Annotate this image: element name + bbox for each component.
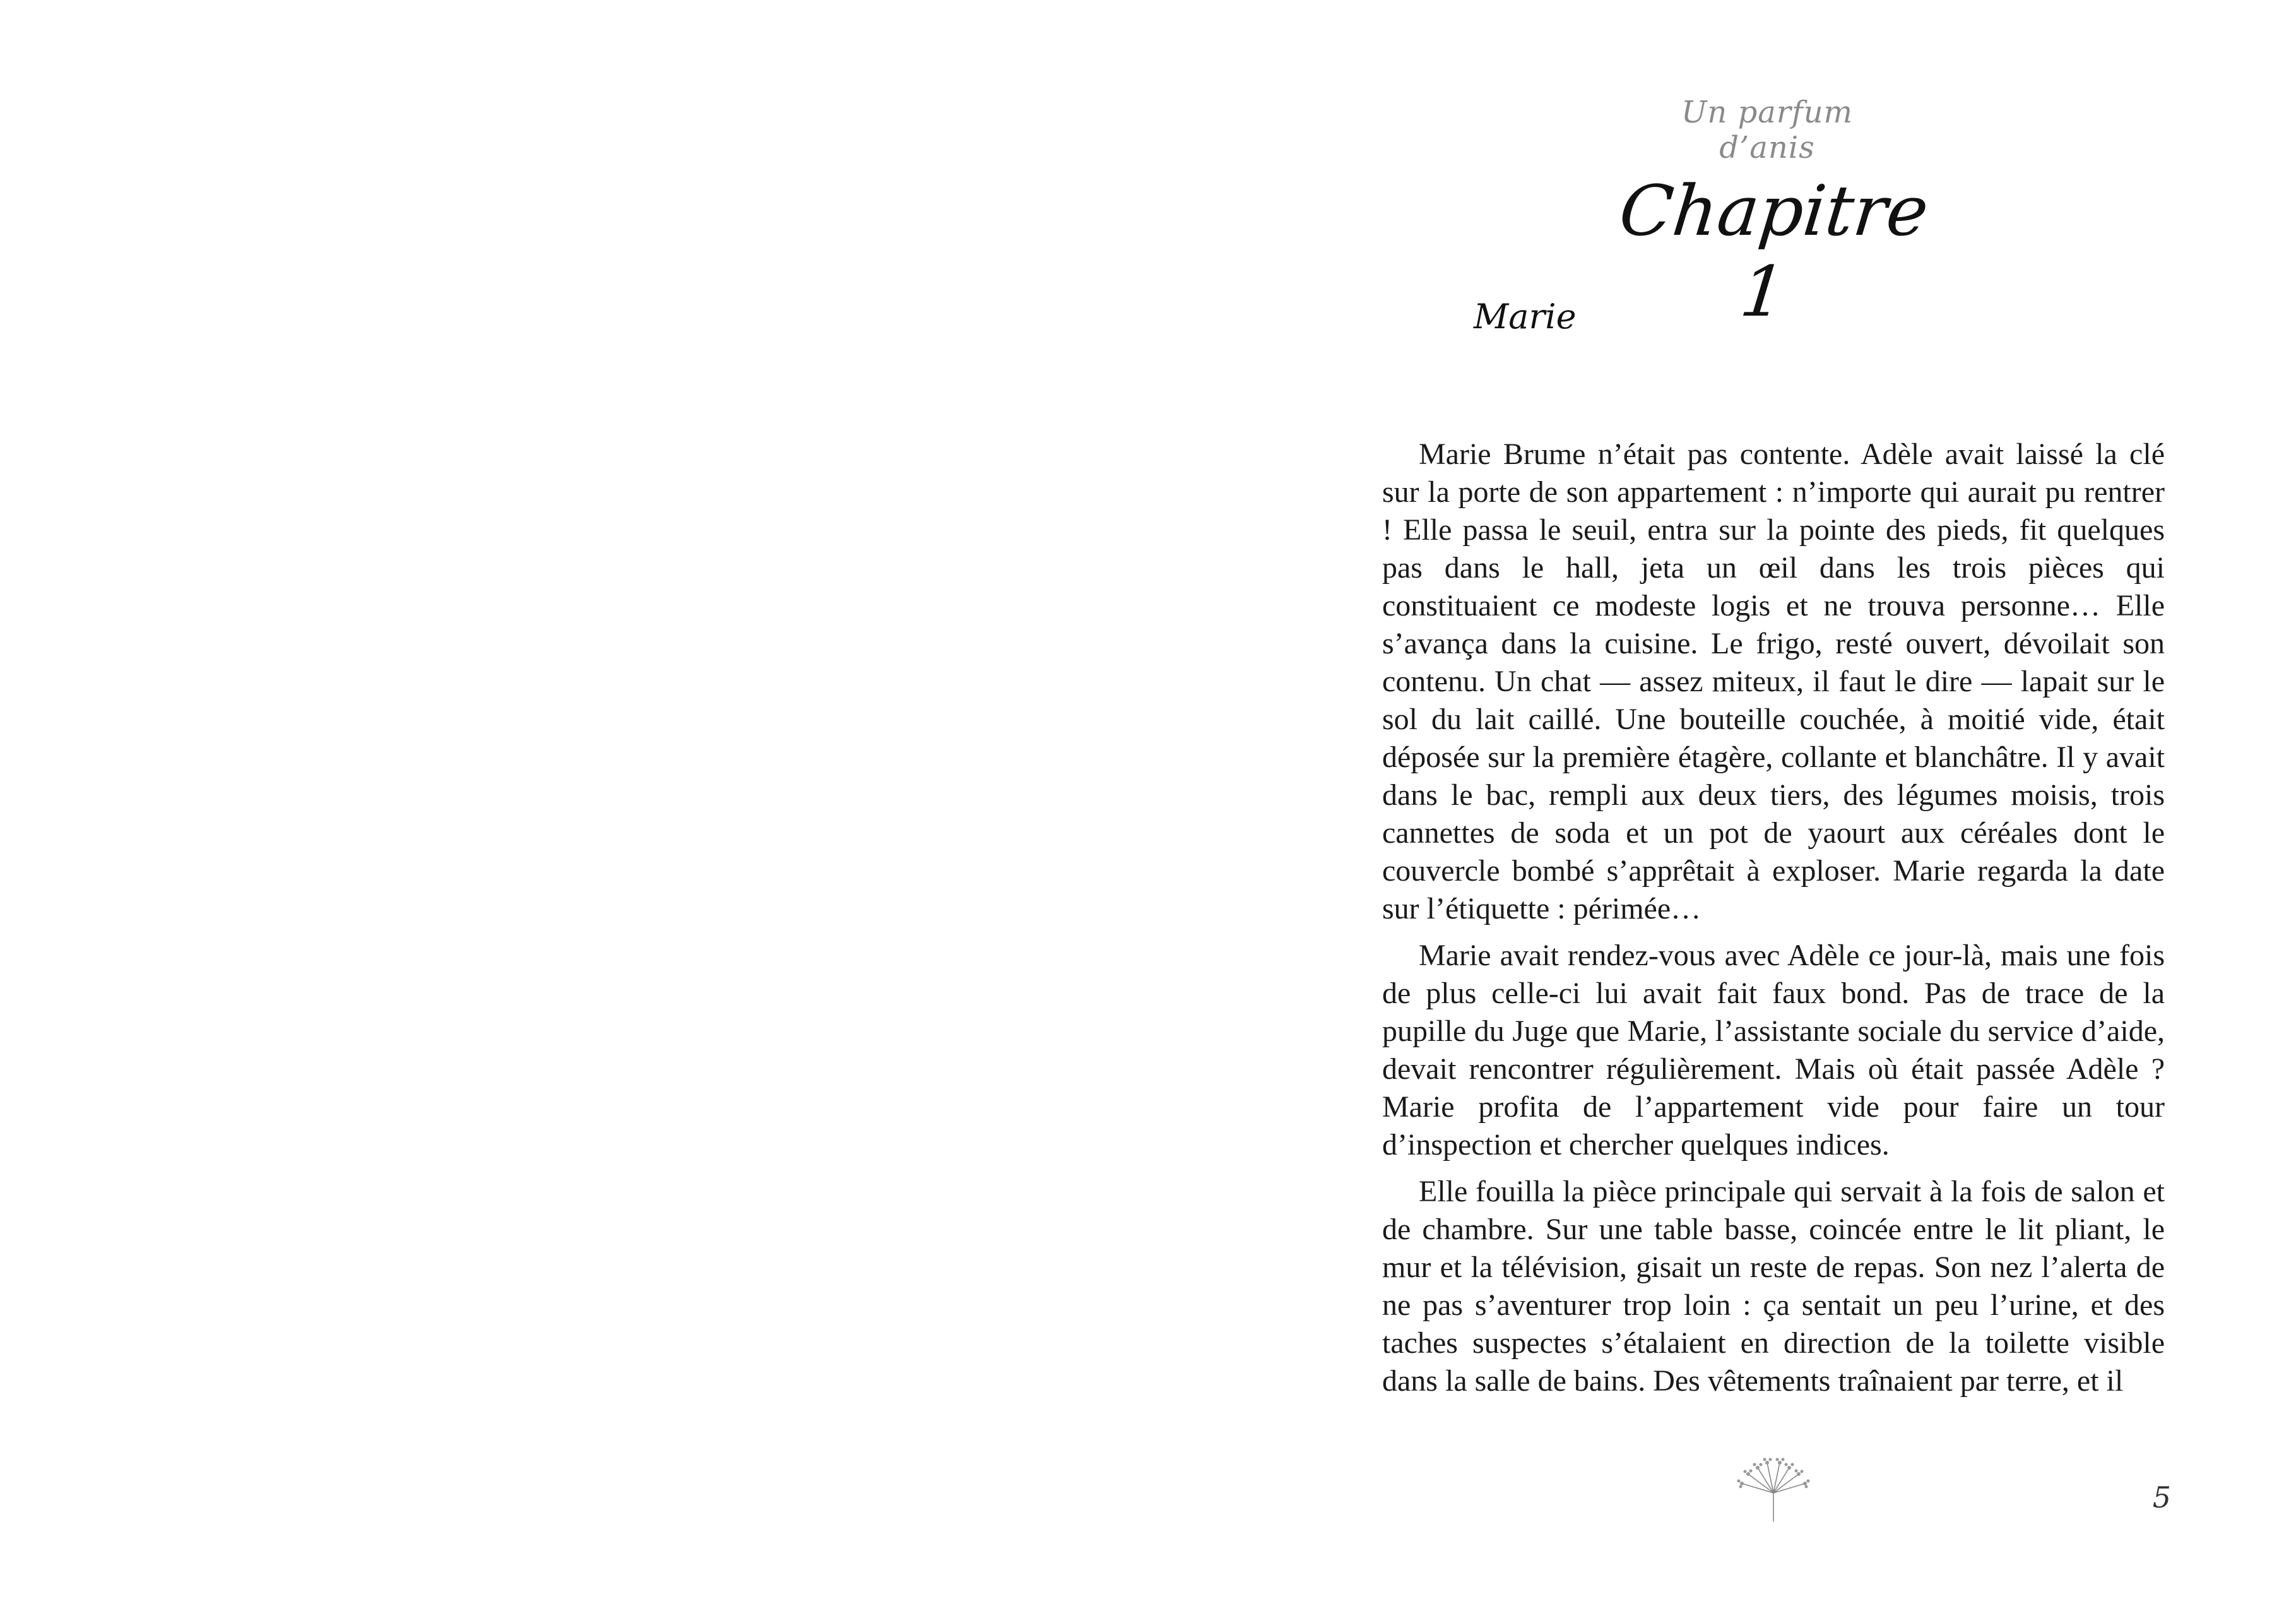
chapter-body — [1382, 436, 2165, 1408]
chapter-subtitle: Marie — [1474, 297, 1577, 336]
paragraph: Elle fouilla la pièce principale qui servait à la fois de salon et de chambre. Sur une table basse, coincée entre le lit pliant, le mur et la télévision, gisait un reste de repas. Son nez l’alerta de ne pas s’aventurer trop loin : ça sentait un peu l’urine, et des taches suspectes s’étalaient en direction de la toilette visible dans la salle de bains. Des vêtements traînaient par terre, et il — [1382, 1175, 2165, 1398]
sprig-ornament-icon — [1729, 1455, 1818, 1525]
page-number: 5 — [2152, 1480, 2171, 1514]
running-head: Un parfum d’anis — [1681, 95, 1854, 165]
chapter-title: Chapitre 1 — [1616, 170, 1932, 332]
paragraph: Marie Brume n’était pas contente. Adèle avait laissé la clé sur la porte de son appartement : n’importe qui aurait pu rentrer ! Elle passa le seuil, entra sur la pointe des pieds, fit quelques pas dans le hall, jeta un œil dans les trois pièces qui constituaient ce modeste logis et ne trouva personne… Elle s’avança dans la cuisine. Le frigo, resté ouvert, dévoilait son contenu. Un chat — assez miteux, il faut le dire — lapait sur le sol du lait caillé. Une bouteille couchée, à moitié vide, était déposée sur la première étagère, collante et blanchâtre. Il y avait dans le bac, rempli aux deux tiers, des légumes moisis, trois cannettes de soda et un pot de yaourt aux céréales dont le couvercle bombé s’apprêtait à exploser. Marie regarda la date sur l’étiquette : périmée… — [1382, 437, 2165, 925]
paragraph: Marie avait rendez-vous avec Adèle ce jour-là, mais une fois de plus celle-ci lui avait fait faux bond. Pas de trace de la pupille du Juge que Marie, l’assistante sociale du service d’aide, devait rencontrer régulièrement. Mais où était passée Adèle ? Marie profita de l’appartement vide pour faire un tour d’inspection et chercher quelques indices. — [1382, 939, 2165, 1162]
